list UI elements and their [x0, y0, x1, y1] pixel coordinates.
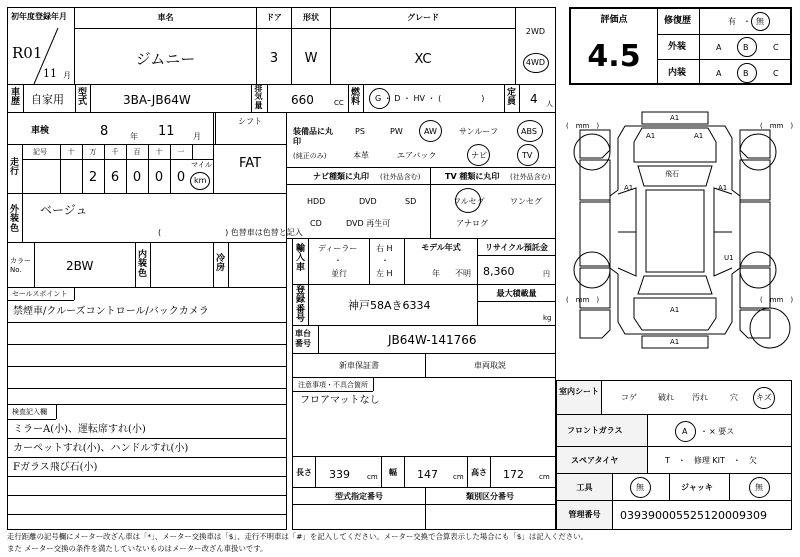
inspection-label: 車検	[31, 126, 50, 136]
car-name-label: 車名	[157, 13, 174, 22]
management-row	[556, 500, 792, 530]
right-side-shape	[740, 160, 770, 200]
mark-left-door: A1	[624, 184, 634, 192]
vehicle-manual: 車両取説	[474, 361, 506, 370]
registration-label: 登録番号	[295, 286, 305, 325]
height-unit: cm	[539, 473, 550, 481]
equip-aw: AW	[424, 127, 437, 136]
notices-label: 注意事項・不具合箇所	[298, 381, 368, 389]
first-reg-era: R01	[12, 44, 43, 62]
repair-yes: 有	[728, 17, 736, 26]
shape-cell	[291, 7, 331, 85]
inspection-note-2: カーペットすれ(小)、ハンドルすれ(小)	[13, 443, 189, 454]
color-no-value: 2BW	[66, 259, 94, 273]
usage-value: 自家用	[31, 93, 64, 106]
category-number-label: 類別区分番号	[466, 492, 514, 501]
mileage-unit-header: 一	[177, 148, 185, 156]
footnote-line-1: 走行距離の記号欄にメーター改ざん車は「*」、メーター交換車は「$」、走行不明車は「#」を記入してください。メーター交換で合算表示した場合にも「$」は記入ください。	[7, 532, 588, 541]
wheel-front-left	[574, 134, 610, 170]
new-car-guarantee: 新車保証書	[339, 361, 379, 370]
import-dot: ・	[334, 256, 342, 265]
car-name-value: ジムニー	[135, 50, 196, 68]
mileage-digit: 0	[154, 170, 164, 185]
sales-point-text: 禁煙車/クルーズコントロール/バックカメラ	[13, 306, 209, 317]
front-glass-row	[556, 414, 792, 447]
width-label: 幅	[389, 468, 397, 477]
grade-label: グレード	[407, 13, 439, 22]
navi-hdd: HDD	[307, 197, 326, 206]
equip-leather: 本革	[353, 151, 369, 160]
import-dot-2: ・	[381, 256, 389, 265]
interior-b: B	[743, 69, 749, 78]
tv-label: TV 種類に丸印	[445, 172, 500, 181]
diagram-mm-tl: ( mm )	[566, 122, 600, 130]
diagram-mm-tr: ( mm )	[760, 122, 794, 130]
color-label: 外装色	[9, 205, 19, 234]
interior-label: 内装	[668, 68, 687, 78]
navi-dvd-play: DVD 再生可	[346, 219, 391, 228]
drive-2wd: 2WD	[525, 27, 546, 36]
inspection-notes	[7, 404, 287, 530]
score-value: 4.5	[587, 39, 641, 74]
import-label: 輸入車	[295, 244, 305, 273]
management-label: 管理番号	[557, 501, 612, 529]
capacity-value: 4	[530, 92, 538, 106]
mileage-digit: 0	[176, 170, 186, 185]
width-unit: cm	[453, 473, 464, 481]
diagram-mm-bl: ( mm )	[566, 296, 600, 304]
repair-label: 修復歴	[664, 16, 692, 26]
tv-analog: アナログ	[456, 219, 488, 228]
interior-sheet-label: 室内シート	[557, 381, 601, 414]
score-label: 評価点	[600, 15, 628, 25]
front-glass-label: フロントガラス	[557, 415, 647, 446]
displacement-label: 排気量	[254, 84, 263, 110]
first-reg-month: 11	[43, 67, 57, 80]
interior-color-label: 内装色	[137, 250, 147, 279]
mark-front-hood: A1	[670, 114, 680, 122]
navi-label: ナビ種類に丸印	[313, 172, 369, 181]
model-year-label: モデル年式	[421, 243, 461, 252]
spare-tire-options: T ・ 修理 KIT ・ 欠	[665, 456, 757, 465]
fuel-options: G ・ D ・ HV ・ ( )	[375, 94, 485, 103]
shift-label: シフト	[238, 117, 262, 126]
first-reg-label: 初年度登録年月	[11, 12, 67, 21]
inspection-month-unit: 月	[193, 132, 201, 141]
mark-rear-center: A1	[670, 306, 680, 314]
import-dealer: ディーラー	[318, 244, 358, 253]
first-reg-cell	[7, 7, 75, 85]
sheet-hole: 穴	[730, 393, 738, 402]
recycle-label: リサイクル預託金	[485, 243, 548, 252]
navi-cd: CD	[310, 219, 322, 228]
capacity-label: 定員	[506, 88, 516, 108]
model-label: 型式	[77, 88, 87, 108]
equip-pw: PW	[390, 127, 403, 136]
cc-unit: CC	[334, 99, 344, 107]
car-damage-diagram	[560, 90, 795, 380]
length-label: 長さ	[296, 468, 312, 477]
usage-label: 車歴	[10, 88, 20, 108]
sales-point-label: セールスポイント	[12, 290, 68, 298]
mark-hood-right: A1	[694, 132, 704, 140]
capacity-unit: 人	[546, 100, 553, 108]
height-label: 高さ	[471, 468, 487, 477]
mileage-row	[7, 144, 214, 194]
footnote-line-2: また メーター交換の条件を満たしていないものはメーター改ざん車扱いです。	[7, 544, 268, 553]
recycle-cell	[477, 238, 556, 285]
spare-tire-label: スペアタイヤ	[557, 447, 647, 473]
equip-abs: ABS	[521, 127, 537, 136]
import-parallel: 並行	[331, 269, 347, 278]
front-glass-a: A	[682, 427, 688, 436]
first-reg-month-unit: 月	[63, 71, 71, 80]
mileage-digit: 2	[88, 170, 98, 185]
inspection-month: 11	[158, 124, 175, 139]
spare-tire-row	[556, 446, 792, 474]
management-value: 039390005525120009309	[620, 509, 767, 522]
interior-c: C	[773, 69, 779, 78]
refrigerator-label: 冷房	[215, 254, 225, 274]
interior-sheet-row	[556, 380, 792, 415]
mileage-unit-header: 十	[155, 148, 163, 156]
max-load-unit: kg	[543, 314, 552, 322]
mileage-unit-header: 百	[133, 148, 141, 156]
max-load-cell	[477, 284, 556, 326]
color-row	[7, 193, 303, 243]
repair-no: 無	[756, 17, 764, 26]
tv-fullseg: フルセグ	[453, 197, 485, 206]
color-no-row	[7, 242, 287, 288]
inspection-year-unit: 年	[130, 132, 138, 141]
mark-right-door: A1	[718, 184, 728, 192]
repair-dot: ・	[743, 17, 751, 26]
mile-label: マイル	[191, 161, 212, 169]
navi-sd: SD	[405, 197, 417, 206]
sheet-burn: コゲ	[621, 393, 637, 402]
color-value: ベージュ	[40, 203, 88, 217]
model-year-unknown: 不明	[455, 269, 471, 278]
wheel-rear-right	[740, 252, 776, 288]
length-value: 339	[329, 468, 350, 481]
front-glass-replace: × 要ス	[709, 427, 735, 436]
drive-4wd: 4WD	[525, 58, 546, 67]
mileage-unit-header: 万	[89, 148, 97, 156]
tools-label: 工具	[557, 474, 612, 500]
equipment-cell	[286, 112, 556, 168]
sales-point	[7, 287, 287, 405]
guarantee-cell	[292, 353, 556, 378]
mark-right-rear: U1	[724, 254, 734, 262]
equip-ps: PS	[355, 127, 365, 136]
notices-cell	[292, 377, 556, 457]
model-year-unit: 年	[432, 269, 440, 278]
model-year-cell	[404, 238, 478, 285]
km-label: km	[194, 176, 207, 185]
shape-label: 形状	[303, 13, 319, 22]
mark-stone-chip: 飛石	[665, 170, 679, 178]
sheet-tear: 破れ	[658, 393, 674, 402]
diagram-mm-br: ( mm )	[760, 296, 794, 304]
shift-cell	[213, 112, 287, 194]
equip-tv: TV	[522, 151, 533, 160]
chassis-label: 車台番号	[295, 329, 311, 348]
navi-sub: (社外品含む)	[380, 173, 421, 181]
inspection-note-3: Fガラス飛び石(小)	[13, 462, 98, 473]
tailgate-shape	[634, 298, 716, 330]
jack-value: 無	[755, 483, 763, 492]
door-value: 3	[269, 51, 279, 66]
inspection-note-1: ミラーA(小)、運転席すれ(小)	[13, 424, 146, 435]
inspection-notes-label: 検査記入欄	[12, 408, 47, 416]
type-designation-label: 型式指定番号	[335, 492, 383, 501]
exterior-c: C	[773, 43, 779, 52]
drive-cell	[515, 7, 556, 85]
mileage-digit: 6	[110, 170, 120, 185]
recycle-value: 8,360	[483, 265, 515, 278]
color-no-label: カラーNo.	[10, 257, 31, 275]
roof-shape	[646, 190, 704, 272]
equipment-label: 装備品に丸印	[293, 127, 333, 147]
navi-cell	[286, 167, 431, 239]
door-label: ドア	[266, 13, 282, 22]
tv-sub: (社外品含む)	[510, 173, 551, 181]
tools-value: 無	[636, 483, 644, 492]
fuel-label: 燃料	[350, 88, 360, 108]
registration-value: 神戸58Aき6334	[348, 299, 431, 312]
rear-glass-shape	[638, 276, 712, 294]
grade-value: XC	[414, 52, 432, 67]
color-note: ( ) 色替車は色替と記入	[158, 228, 303, 237]
import-right-h: 右 H	[376, 244, 393, 253]
door-cell	[256, 7, 292, 85]
exterior-a: A	[716, 43, 722, 52]
import-cell	[292, 238, 405, 285]
sheet-dirt: 汚れ	[692, 393, 708, 402]
model-value: 3BA-JB64W	[123, 93, 191, 107]
diagonal-divider	[8, 8, 76, 86]
interior-a: A	[716, 69, 722, 78]
mileage-unit-header: 十	[67, 148, 75, 156]
front-glass-dot: ・	[700, 427, 708, 436]
evaluation-box	[569, 7, 792, 85]
length-unit: cm	[367, 473, 378, 481]
recycle-unit: 円	[543, 270, 550, 278]
equip-navi: ナビ	[471, 151, 487, 160]
mark-rear-bumper: A1	[670, 338, 680, 346]
navi-dvd: DVD	[359, 197, 377, 206]
width-value: 147	[417, 468, 438, 481]
inspection-year: 8	[100, 124, 109, 139]
exterior-label: 外装	[668, 42, 687, 52]
shift-value: FAT	[238, 156, 262, 171]
dimensions-row	[292, 456, 556, 488]
mileage-label: 走行	[9, 158, 19, 178]
tv-oneseg: ワンセグ	[510, 197, 542, 206]
registration-cell	[292, 284, 478, 326]
mileage-unit-header: 千	[111, 148, 119, 156]
equip-sunroof: サンルーフ	[459, 127, 498, 136]
height-value: 172	[503, 468, 524, 481]
symbol-label: 記号	[33, 148, 47, 156]
car-name-cell	[74, 7, 257, 85]
max-load-label: 最大積載量	[496, 289, 537, 298]
tools-row	[556, 473, 792, 501]
mark-hood-left: A1	[646, 132, 656, 140]
displacement-value: 660	[291, 93, 314, 107]
chassis-cell	[292, 325, 556, 354]
equip-airbag: エアバック	[397, 151, 437, 160]
notices-text: フロアマットなし	[300, 395, 380, 406]
tv-cell	[430, 167, 556, 239]
designation-row	[292, 487, 556, 530]
shape-value: W	[304, 51, 318, 66]
exterior-b: B	[743, 43, 749, 52]
chassis-value: JB64W-141766	[388, 333, 477, 347]
sheet-scratch: キズ	[756, 393, 772, 402]
mileage-digit: 0	[132, 170, 142, 185]
jack-label: ジャッキ	[681, 483, 713, 492]
wheel-front-right	[740, 134, 776, 170]
body-outline-shape	[610, 126, 740, 334]
usage-row	[7, 84, 556, 113]
left-side-shape	[580, 160, 610, 200]
import-left-h: 左 H	[376, 269, 393, 278]
grade-cell	[330, 7, 516, 85]
wheel-rear-left	[574, 252, 610, 288]
equipment-sub: (純正のみ)	[293, 152, 327, 160]
